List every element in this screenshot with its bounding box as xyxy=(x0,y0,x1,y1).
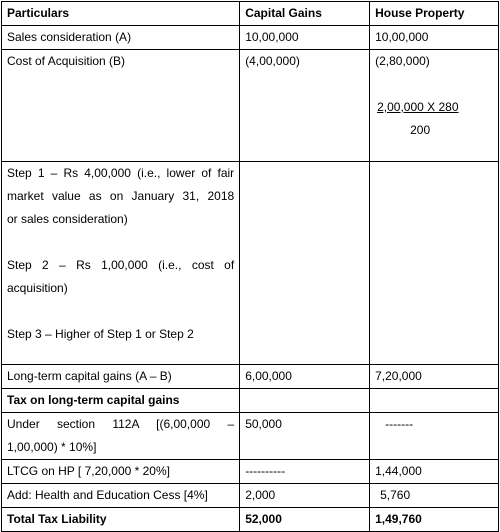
cess-label: Add: Health and Education Cess [4%] xyxy=(2,484,240,508)
tax-computation-table xyxy=(1,1,499,532)
cost-fraction-denominator: 200 xyxy=(410,123,431,137)
sales-label: Sales consideration (A) xyxy=(2,26,240,50)
step1-line-b: market value as on January 31, 2018 xyxy=(7,189,235,203)
header-house-property: House Property xyxy=(370,2,499,26)
sales-hp: 10,00,000 xyxy=(370,26,499,50)
steps-cg-empty xyxy=(240,162,370,365)
steps-cell xyxy=(2,162,240,365)
steps-hp-empty xyxy=(370,162,499,365)
cess-hp-cell xyxy=(370,484,499,508)
cost-cg: (4,00,000) xyxy=(240,50,370,162)
table-row xyxy=(2,26,499,50)
table-row xyxy=(2,365,499,389)
table-row xyxy=(2,484,499,508)
sec112a-line-b: 1,00,000) * 10%] xyxy=(7,440,97,454)
total-hp: 1,49,760 xyxy=(370,508,499,532)
total-cg: 52,000 xyxy=(240,508,370,532)
cess-cg: 2,000 xyxy=(240,484,370,508)
step3-line: Step 3 – Higher of Step 1 or Step 2 xyxy=(7,327,194,341)
sec112a-hp-cell xyxy=(370,413,499,460)
sec112a-cg: 50,000 xyxy=(240,413,370,460)
ltcg-hp-hp: 1,44,000 xyxy=(370,460,499,484)
step2-line-b: acquisition) xyxy=(7,281,68,295)
cost-hp: (2,80,000) xyxy=(375,54,430,68)
cost-hp-cell xyxy=(370,50,499,162)
header-row xyxy=(2,2,499,26)
ltcg-hp-label: LTCG on HP [ 7,20,000 * 20%] xyxy=(2,460,240,484)
tax-heading: Tax on long-term capital gains xyxy=(2,389,240,413)
cost-fraction-numerator: 2,00,000 X 280 xyxy=(377,100,459,114)
cess-hp: 5,760 xyxy=(380,488,411,502)
sec112a-line-a: Under section 112A [(6,00,000 – xyxy=(7,417,235,431)
ltcg-label: Long-term capital gains (A – B) xyxy=(2,365,240,389)
header-capital-gains: Capital Gains xyxy=(240,2,370,26)
sec112a-cell xyxy=(2,413,240,460)
sales-cg: 10,00,000 xyxy=(240,26,370,50)
ltcg-cg: 6,00,000 xyxy=(240,365,370,389)
step1-line-a: Step 1 – Rs 4,00,000 (i.e., lower of fair xyxy=(7,166,235,180)
cost-label: Cost of Acquisition (B) xyxy=(2,50,240,162)
sec112a-hp: ------- xyxy=(385,417,414,431)
ltcg-hp-cg: ---------- xyxy=(240,460,370,484)
table-row xyxy=(2,50,499,162)
header-particulars: Particulars xyxy=(2,2,240,26)
step2-line-a: Step 2 – Rs 1,00,000 (i.e., cost of xyxy=(7,258,235,272)
ltcg-hp: 7,20,000 xyxy=(370,365,499,389)
table-row xyxy=(2,162,499,365)
total-row xyxy=(2,508,499,532)
table-row xyxy=(2,389,499,413)
table-row xyxy=(2,460,499,484)
total-label: Total Tax Liability xyxy=(2,508,240,532)
table-row xyxy=(2,413,499,460)
step1-line-c: or sales consideration) xyxy=(7,212,128,226)
